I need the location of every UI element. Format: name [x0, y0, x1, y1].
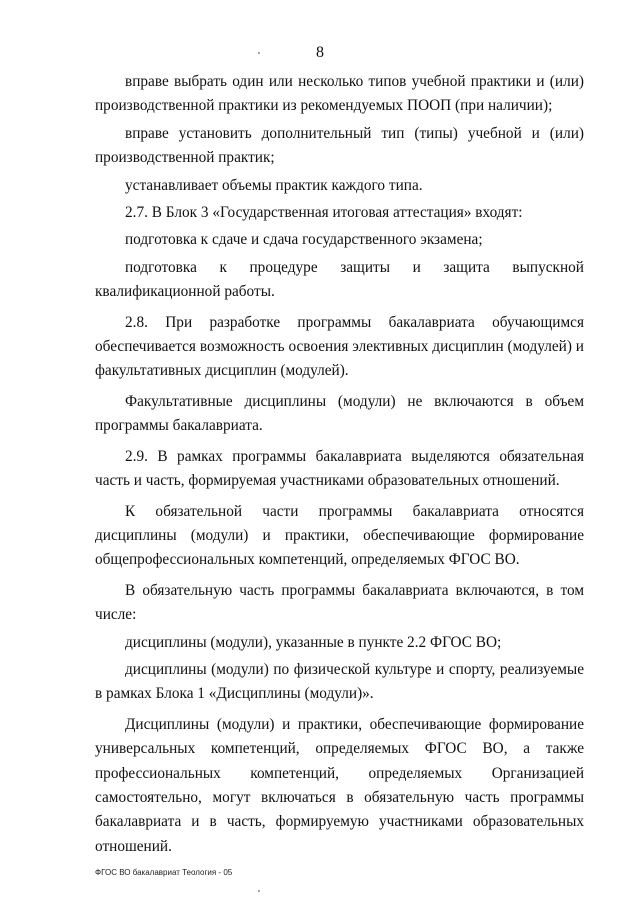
scan-speck	[258, 890, 260, 892]
paragraph: подготовка к процедуре защиты и защита выпускной квалификационной работы.	[95, 258, 584, 301]
paragraph: вправе выбрать один или несколько типов учебной практики и (или) производственной практики из рекомендуемых ПООП (при наличии);	[95, 73, 584, 115]
paragraph: подготовка к сдаче и сдача государственного экзамена;	[125, 231, 483, 249]
paragraph: 2.9. В рамках программы бакалавриата выделяются обязательная часть и часть, формируемая участниками образовательных отношений.	[95, 447, 584, 490]
paragraph: К обязательной части программы бакалавриата относятся дисциплины (модули) и практики, обеспечивающие формирование общепрофессиональных компетенций, определяемых ФГОС ВО.	[95, 502, 584, 569]
page-number: 8	[316, 44, 324, 61]
paragraph: 2.7. В Блок 3 «Государственная итоговая аттестация» входят:	[125, 204, 523, 222]
paragraph: Дисциплины (модули) и практики, обеспечивающие формирование универсальных компетенций, определяемых ФГОС ВО, а также профессиональных компетенций, определяемых Организацией самостоятельно, могут включаться в обязательную часть программы бакалавриата и в часть, формируемую участниками образовательных отношений.	[95, 715, 584, 855]
paragraph: дисциплины (модули), указанные в пункте 2.2 ФГОС ВО;	[125, 633, 502, 651]
paragraph: Факультативные дисциплины (модули) не включаются в объем программы бакалавриата.	[95, 392, 584, 435]
paragraph: дисциплины (модули) по физической культуре и спорту, реализуемые в рамках Блока 1 «Дисциплины (модули)».	[95, 660, 584, 703]
footer-note: ФГОС ВО бакалавриат Теология - 05	[95, 868, 233, 877]
paragraph: вправе установить дополнительный тип (типы) учебной и (или) производственной практик;	[95, 124, 584, 167]
paragraph: устанавливает объемы практик каждого типа.	[125, 176, 423, 194]
paragraph: 2.8. При разработке программы бакалавриата обучающимся обеспечивается возможность освоения элективных дисциплин (модулей) и факультативных дисциплин (модулей).	[95, 313, 584, 380]
paragraph: В обязательную часть программы бакалавриата включаются, в том числе:	[95, 581, 584, 624]
body-text	[95, 70, 584, 859]
